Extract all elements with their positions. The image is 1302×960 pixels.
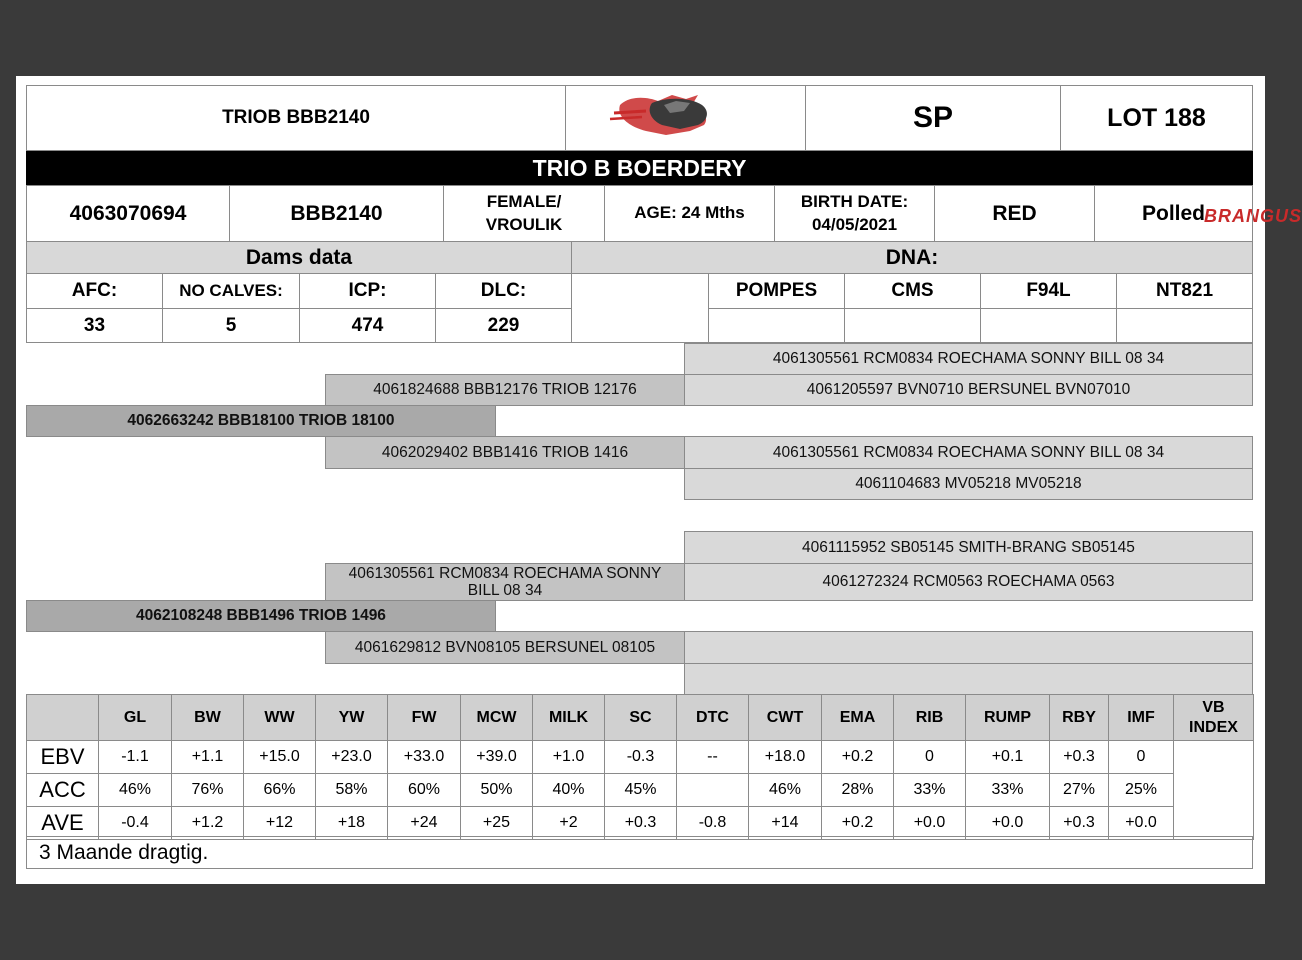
ebv-cell-ebv-rump: +0.1 (965, 740, 1050, 774)
ebv-header-rib: RIB (893, 694, 966, 741)
dams-value-afc: 33 (26, 308, 163, 343)
ebv-header-mcw: MCW (460, 694, 533, 741)
dna-blank (571, 273, 709, 343)
dams-value-calves: 5 (162, 308, 300, 343)
ebv-cell-acc-fw: 60% (387, 773, 461, 807)
birth-date (774, 185, 935, 242)
animal-horn: Polled (1094, 185, 1253, 242)
ebv-cell-ave-yw: +18 (315, 806, 388, 840)
ebv-cell-acc-ema: 28% (821, 773, 894, 807)
birth-date-label: BIRTH DATE: (800, 191, 909, 211)
sex-line2: VROULIK (485, 214, 563, 234)
pedigree-sire-sire-dam: 4061205597 BVN0710 BERSUNEL BVN07010 (684, 374, 1253, 406)
dna-title: DNA: (571, 241, 1253, 274)
ebv-header-imf: IMF (1108, 694, 1174, 741)
animal-name: TRIOB BBB2140 (26, 85, 566, 151)
ebv-header-cwt: CWT (748, 694, 822, 741)
pedigree-sire-dam-sire: 4061305561 RCM0834 ROECHAMA SONNY BILL 08 34 (684, 436, 1253, 469)
ebv-header-bw: BW (171, 694, 244, 741)
pedigree-sire-dam-dam: 4061104683 MV05218 MV05218 (684, 468, 1253, 500)
ebv-header-blank (26, 694, 99, 741)
ebv-cell-acc-bw: 76% (171, 773, 244, 807)
ebv-cell-ebv-sc: -0.3 (604, 740, 677, 774)
ebv-cell-acc-rump: 33% (965, 773, 1050, 807)
ebv-cell-ave-rump: +0.0 (965, 806, 1050, 840)
ebv-cell-ebv-fw: +33.0 (387, 740, 461, 774)
ebv-cell-acc-ww: 66% (243, 773, 316, 807)
pedigree-sire-sire-sire: 4061305561 RCM0834 ROECHAMA SONNY BILL 08 34 (684, 343, 1253, 375)
ebv-cell-ave-bw: +1.2 (171, 806, 244, 840)
dna-value-nt821 (1116, 308, 1253, 343)
ebv-cell-acc-sc: 45% (604, 773, 677, 807)
dna-value-pompes (708, 308, 845, 343)
ebv-cell-acc-imf: 25% (1108, 773, 1174, 807)
dna-value-cms (844, 308, 981, 343)
ebv-vb-index-value (1173, 740, 1254, 840)
ebv-header-rump: RUMP (965, 694, 1050, 741)
ebv-cell-acc-dtc (676, 773, 749, 807)
grade: SP (805, 85, 1061, 151)
ebv-cell-ave-milk: +2 (532, 806, 605, 840)
dams-label-dlc: DLC: (435, 273, 572, 309)
note: 3 Maande dragtig. (26, 836, 1253, 869)
pedigree-sire-dam: 4062029402 BBB1416 TRIOB 1416 (325, 436, 685, 469)
pedigree-dam-dam: 4061629812 BVN08105 BERSUNEL 08105 (325, 631, 685, 664)
breeder-name: TRIO B BOERDERY (26, 151, 1253, 185)
ebv-cell-acc-rib: 33% (893, 773, 966, 807)
ebv-header-yw: YW (315, 694, 388, 741)
ebv-cell-ebv-cwt: +18.0 (748, 740, 822, 774)
dna-label-pompes: POMPES (708, 273, 845, 309)
pedigree-dam-sire-dam: 4061272324 RCM0563 ROECHAMA 0563 (684, 563, 1253, 601)
birth-date-value: 04/05/2021 (811, 214, 898, 234)
ebv-header-gl: GL (98, 694, 172, 741)
animal-tag: BBB2140 (229, 185, 444, 242)
ebv-cell-acc-mcw: 50% (460, 773, 533, 807)
ebv-cell-ebv-ema: +0.2 (821, 740, 894, 774)
ebv-cell-ebv-gl: -1.1 (98, 740, 172, 774)
dams-label-calves: NO CALVES: (162, 273, 300, 309)
ebv-cell-ebv-imf: 0 (1108, 740, 1174, 774)
ebv-header-rby: RBY (1049, 694, 1109, 741)
animal-color: RED (934, 185, 1095, 242)
dams-label-afc: AFC: (26, 273, 163, 309)
ebv-cell-ebv-mcw: +39.0 (460, 740, 533, 774)
ebv-cell-ave-cwt: +14 (748, 806, 822, 840)
sex-line1: FEMALE/ (486, 191, 562, 211)
dams-title: Dams data (26, 241, 572, 274)
ebv-cell-acc-rby: 27% (1049, 773, 1109, 807)
ebv-cell-ebv-milk: +1.0 (532, 740, 605, 774)
ebv-header-index-line1: VB (1202, 698, 1225, 716)
ebv-header-milk: MILK (532, 694, 605, 741)
ebv-cell-ave-dtc: -0.8 (676, 806, 749, 840)
ebv-header-fw: FW (387, 694, 461, 741)
ebv-header-sc: SC (604, 694, 677, 741)
pedigree-dam-sire: 4061305561 RCM0834 ROECHAMA SONNY BILL 08 34 (325, 563, 685, 601)
pedigree-dam-sire-sire: 4061115952 SB05145 SMITH-BRANG SB05145 (684, 531, 1253, 564)
ebv-header-ww: WW (243, 694, 316, 741)
ebv-cell-acc-yw: 58% (315, 773, 388, 807)
ebv-cell-ave-fw: +24 (387, 806, 461, 840)
ebv-cell-ave-ww: +12 (243, 806, 316, 840)
ebv-row-label-acc: ACC (26, 773, 99, 807)
bull-head-icon (606, 91, 766, 145)
dams-label-icp: ICP: (299, 273, 436, 309)
animal-sex (443, 185, 605, 242)
ebv-cell-acc-milk: 40% (532, 773, 605, 807)
animal-id: 4063070694 (26, 185, 230, 242)
pedigree-sire: 4062663242 BBB18100 TRIOB 18100 (26, 405, 496, 437)
ebv-cell-ebv-rib: 0 (893, 740, 966, 774)
ebv-header-vb-index (1173, 694, 1254, 741)
ebv-cell-ave-gl: -0.4 (98, 806, 172, 840)
pedigree-sire-sire: 4061824688 BBB12176 TRIOB 12176 (325, 374, 685, 406)
ebv-cell-ebv-dtc: -- (676, 740, 749, 774)
logo-text: BRANGUS (1204, 206, 1302, 226)
lot-number: LOT 188 (1060, 85, 1253, 151)
ebv-cell-ave-rby: +0.3 (1049, 806, 1109, 840)
ebv-cell-ave-imf: +0.0 (1108, 806, 1174, 840)
pedigree-dam-dam-dam (684, 663, 1253, 695)
ebv-cell-ave-ema: +0.2 (821, 806, 894, 840)
ebv-cell-ebv-ww: +15.0 (243, 740, 316, 774)
ebv-header-dtc: DTC (676, 694, 749, 741)
ebv-header-index-line2: INDEX (1189, 718, 1238, 736)
ebv-cell-ebv-rby: +0.3 (1049, 740, 1109, 774)
ebv-cell-acc-cwt: 46% (748, 773, 822, 807)
pedigree-dam-dam-sire (684, 631, 1253, 664)
ebv-cell-ave-mcw: +25 (460, 806, 533, 840)
ebv-cell-ave-sc: +0.3 (604, 806, 677, 840)
ebv-cell-ave-rib: +0.0 (893, 806, 966, 840)
dams-value-icp: 474 (299, 308, 436, 343)
dna-label-nt821: NT821 (1116, 273, 1253, 309)
ebv-header-ema: EMA (821, 694, 894, 741)
ebv-cell-ebv-bw: +1.1 (171, 740, 244, 774)
ebv-cell-acc-gl: 46% (98, 773, 172, 807)
dna-label-f94l: F94L (980, 273, 1117, 309)
pedigree-dam: 4062108248 BBB1496 TRIOB 1496 (26, 600, 496, 632)
dna-value-f94l (980, 308, 1117, 343)
ebv-row-label-ave: AVE (26, 806, 99, 840)
ebv-row-label-ebv: EBV (26, 740, 99, 774)
animal-age: AGE: 24 Mths (604, 185, 775, 242)
dams-value-dlc: 229 (435, 308, 572, 343)
ebv-cell-ebv-yw: +23.0 (315, 740, 388, 774)
dna-label-cms: CMS (844, 273, 981, 309)
